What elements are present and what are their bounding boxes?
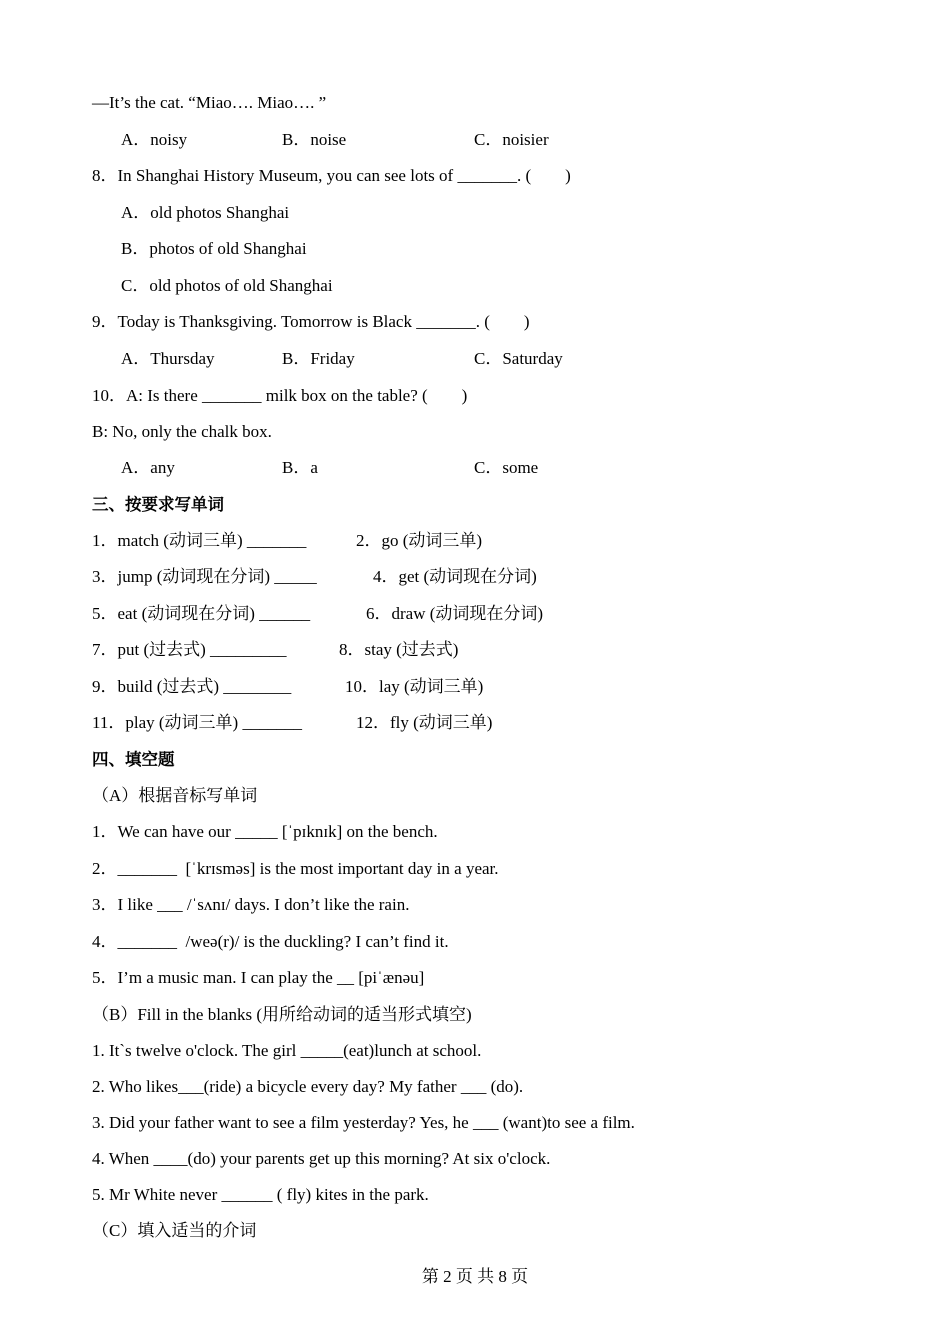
part-b-title: （B）Fill in the blanks (用所给动词的适当形式填空) — [92, 1005, 472, 1024]
s3-item-7: 7．put (过去式) _________ — [92, 640, 287, 659]
q8-option-c: C．old photos of old Shanghai — [121, 276, 333, 295]
q10-option-c: C．some — [474, 458, 539, 477]
s3-item-5: 5．eat (动词现在分词) ______ — [92, 604, 311, 623]
part-a-item-2: 2．_______ [ˈkrɪsməs] is the most important day in a year. — [92, 859, 499, 878]
s3-item-4: 4．get (动词现在分词) — [373, 567, 537, 586]
s3-item-2: 2．go (动词三单) — [356, 531, 483, 550]
part-a-item-1: 1．We can have our _____ [ˈpɪknɪk] on the bench. — [92, 822, 438, 841]
q10-stem: 10．A: Is there _______ milk box on the table? ( ) — [92, 386, 468, 405]
q10-reply: B: No, only the chalk box. — [92, 422, 272, 441]
section4-heading: 四、填空题 — [92, 750, 175, 769]
part-b-item-2: 2. Who likes___(ride) a bicycle every day? My father ___ (do). — [92, 1077, 524, 1096]
s3-item-1: 1．match (动词三单) _______ — [92, 531, 307, 550]
part-a-item-3: 3．I like ___ /ˈsʌnɪ/ days. I don’t like the rain. — [92, 895, 410, 914]
s3-item-11: 11．play (动词三单) _______ — [92, 713, 302, 732]
q8-stem: 8．In Shanghai History Museum, you can see lots of _______. ( ) — [92, 166, 571, 185]
part-a-item-5: 5．I’m a music man. I can play the __ [piˈænəu] — [92, 968, 425, 987]
q9-option-b: B．Friday — [282, 349, 355, 368]
part-b-item-4: 4. When ____(do) your parents get up this morning? At six o'clock. — [92, 1149, 551, 1168]
q9-option-a: A．Thursday — [121, 349, 215, 368]
q7-option-a: A．noisy — [121, 130, 188, 149]
s3-item-6: 6．draw (动词现在分词) — [366, 604, 544, 623]
q10-option-b: B．a — [282, 458, 318, 477]
part-b-item-5: 5. Mr White never ______ ( fly) kites in the park. — [92, 1185, 429, 1204]
s3-item-9: 9．build (过去式) ________ — [92, 677, 292, 696]
q9-stem: 9．Today is Thanksgiving. Tomorrow is Black _______. ( ) — [92, 312, 530, 331]
q8-option-b: B．photos of old Shanghai — [121, 239, 307, 258]
s3-item-10: 10．lay (动词三单) — [345, 677, 484, 696]
q10-option-a: A．any — [121, 458, 175, 477]
s3-item-12: 12．fly (动词三单) — [356, 713, 493, 732]
part-a-title: （A）根据音标写单词 — [92, 786, 258, 805]
section3-heading: 三、按要求写单词 — [92, 495, 224, 514]
s3-item-8: 8．stay (过去式) — [339, 640, 459, 659]
q7-option-c: C．noisier — [474, 130, 549, 149]
q7-option-b: B．noise — [282, 130, 347, 149]
q9-option-c: C．Saturday — [474, 349, 563, 368]
s3-item-3: 3．jump (动词现在分词) _____ — [92, 567, 317, 586]
part-b-item-3: 3. Did your father want to see a film yesterday? Yes, he ___ (want)to see a film. — [92, 1113, 635, 1132]
q8-option-a: A．old photos Shanghai — [121, 203, 290, 222]
part-c-title: （C）填入适当的介词 — [92, 1221, 257, 1240]
page-footer: 第 2 页 共 8 页 — [421, 1267, 529, 1286]
q7-dialog: —It’s the cat. “Miao…. Miao…. ” — [92, 93, 327, 112]
part-b-item-1: 1. It`s twelve o'clock. The girl _____(eat)lunch at school. — [92, 1041, 482, 1060]
part-a-item-4: 4．_______ /weə(r)/ is the duckling? I can’t find it. — [92, 932, 449, 951]
